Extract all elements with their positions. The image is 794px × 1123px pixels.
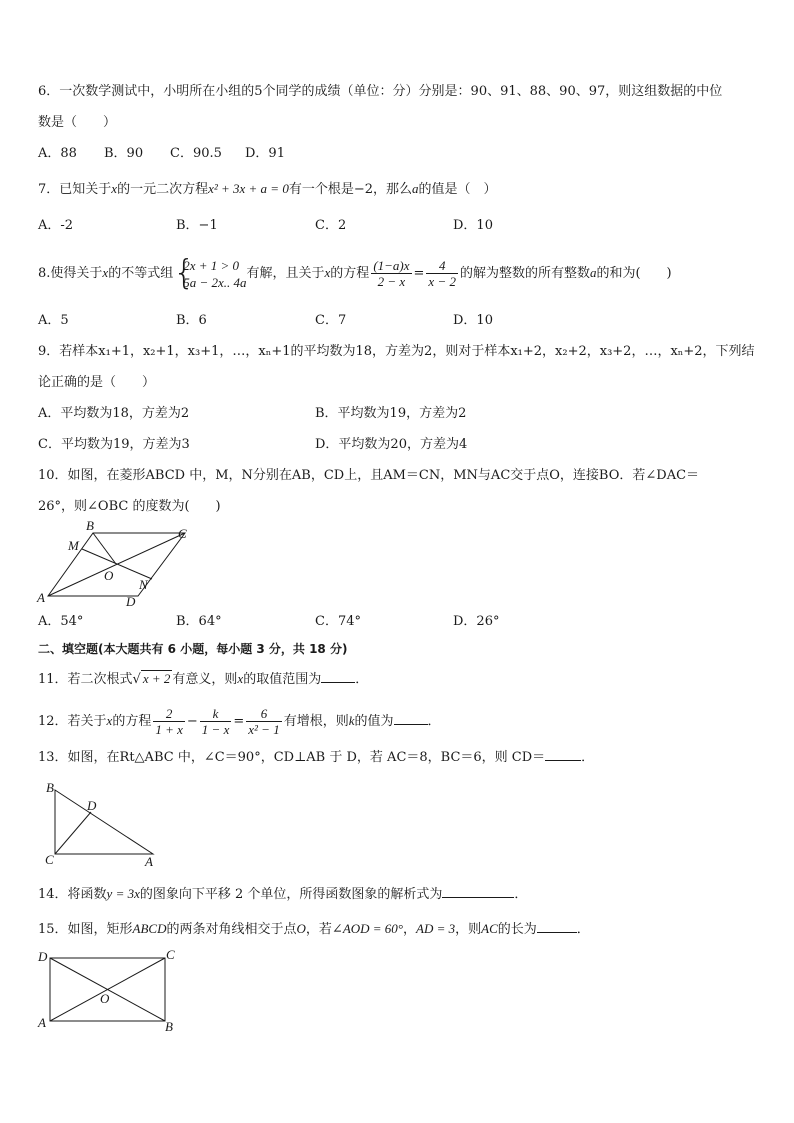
q9-line1: 9．若样本x₁+1，x₂+1，x₃+1，…，xₙ+1的平均数为18，方差为2，则对于样本x₁+2，x₂+2，x₃+2，…，xₙ+2，下列结: [38, 344, 755, 359]
q13-stem: [38, 748, 594, 767]
q10-option-a: A．54°: [38, 614, 84, 629]
q8-option-a: A．5: [38, 313, 69, 328]
q9-option-d: D．平均数为20，方差为4: [315, 437, 468, 452]
q14-suffix: 的图象向下平移 2 个单位，所得函数图象的解析式为: [139, 887, 443, 902]
q15-angle: ∠AOD = 60°: [331, 921, 404, 936]
sqrt-icon: √: [132, 672, 141, 687]
q11-mid: 有意义，则: [172, 672, 238, 687]
q7-option-a: A．-2: [38, 218, 74, 233]
q11-end: ．: [355, 672, 369, 687]
q15-mid3: ，: [403, 922, 417, 937]
q10-line2: 26°，则∠OBC 的度数为( ): [38, 499, 221, 514]
brace-icon: {: [173, 252, 195, 293]
q15-prefix: 15．如图，矩形: [38, 922, 133, 937]
label-a: A: [38, 1015, 46, 1030]
triangle-abc: [55, 790, 153, 854]
q6-line2: 数是（ ）: [38, 115, 117, 130]
q12-mid: 的方程: [112, 714, 152, 729]
q8-mid: 的不等式组: [108, 266, 174, 281]
q12-f3-num: 6: [246, 706, 281, 722]
q12-fraction-1: [153, 706, 185, 737]
q12-minus: −: [186, 714, 198, 729]
q9-option-a: A．平均数为18，方差为2: [38, 406, 190, 421]
q6-option-a: A．88: [38, 146, 77, 161]
q15-point: O: [296, 921, 306, 936]
segment-bo: [93, 533, 116, 564]
q8-var-x2: x: [324, 265, 331, 280]
q7-equation: x² + 3x + a = 0: [208, 181, 289, 196]
q8-stem: [38, 252, 672, 293]
q12-f2-num: k: [200, 706, 232, 722]
q7-var-x: x: [111, 181, 118, 196]
q13-answer-blank[interactable]: [545, 748, 581, 761]
q11-var-x: x: [237, 671, 244, 686]
q12-f3-den: x² − 1: [248, 722, 280, 737]
q8-option-d: D．10: [453, 313, 493, 328]
label-d: D: [126, 594, 136, 609]
q12-f2-den: 1 − x: [201, 722, 230, 737]
q9-option-b: B．平均数为19，方差为2: [315, 406, 467, 421]
q12-eq: =: [233, 714, 245, 729]
q11-prefix: 11．若二次根式: [38, 672, 133, 687]
q8-prefix: 8.使得关于: [38, 266, 103, 281]
q13-end: ．: [581, 750, 595, 765]
q12-stem: [38, 704, 441, 739]
section-2-title: 二、填空题(本大题共有 6 小题，每小题 3 分，共 18 分): [38, 642, 348, 656]
q8-suffix2: 的和为( ): [596, 266, 672, 281]
label-b: B: [46, 780, 54, 795]
q13-text: 13．如图，在Rt△ABC 中，∠C＝90°，CD⊥AB 于 D，若 AC＝8，BC＝6，则 CD＝: [38, 750, 546, 765]
q15-answer-blank[interactable]: [537, 920, 577, 933]
q12-fraction-2: [200, 706, 232, 737]
label-d: D: [38, 949, 48, 964]
q8-var-a: a: [589, 265, 597, 280]
q7-suffix1: 有一个根是−2，那么: [288, 182, 413, 197]
q7-suffix2: 的值是（ ）: [418, 182, 497, 197]
q15-end: ．: [576, 922, 590, 937]
q9-option-c: C．平均数为19，方差为3: [38, 437, 190, 452]
q15-rect: ABCD: [132, 921, 167, 936]
q8-ineq1: 2x + 1 > 0: [183, 257, 240, 273]
q12-suffix2: 的值为: [354, 714, 394, 729]
q7-option-c: C．2: [315, 218, 347, 233]
q6-line1: 6．一次数学测试中，小明所在小组的5个同学的成绩（单位：分）分别是：90、91、88、90、97，则这组数据的中位: [38, 84, 723, 99]
q12-prefix: 12．若关于: [38, 714, 107, 729]
label-a: A: [145, 854, 153, 868]
q8-mid3: 的方程: [330, 266, 370, 281]
q14-answer-blank[interactable]: [442, 885, 514, 898]
q9-line2: 论正确的是（ ）: [38, 375, 156, 390]
label-c: C: [178, 526, 187, 541]
q8-suffix: 的解为整数的所有整数: [459, 266, 590, 281]
q6-option-c: C．90.5: [170, 146, 222, 161]
q14-stem: [38, 885, 527, 904]
q15-suffix: 的长为: [497, 922, 537, 937]
q8-option-c: C．7: [315, 313, 347, 328]
q7-mid: 的一元二次方程: [117, 182, 209, 197]
q10-option-c: C．74°: [315, 614, 361, 629]
label-c: C: [45, 852, 54, 867]
q6-option-d: D．91: [245, 146, 285, 161]
q12-var-x: x: [106, 713, 113, 728]
q14-function: y = 3x: [106, 886, 140, 901]
q8-inequality-system: [173, 252, 247, 293]
altitude-cd: [55, 812, 91, 854]
q7-prefix: 7．已知关于: [38, 182, 112, 197]
q8-frac2-den: x − 2: [428, 274, 456, 289]
q8-frac1-num: (1−a)x: [373, 258, 410, 273]
q12-var-k: k: [348, 713, 355, 728]
q10-option-b: B．64°: [176, 614, 222, 629]
q14-prefix: 14．将函数: [38, 887, 107, 902]
q8-frac2-num: 4: [426, 258, 458, 274]
q8-frac1-den: 2 − x: [377, 274, 406, 289]
q15-mid4: ，则: [455, 922, 482, 937]
q7-var-a: a: [412, 181, 419, 196]
label-d: D: [87, 798, 97, 813]
q10-rhombus-figure: [30, 518, 210, 610]
q7-option-d: D．10: [453, 218, 493, 233]
q12-suffix: 有增根，则: [283, 714, 349, 729]
q7-option-b: B．−1: [176, 218, 218, 233]
q7-stem: [38, 180, 497, 199]
q6-option-b: B．90: [104, 146, 144, 161]
q8-mid2: 有解，且关于: [246, 266, 325, 281]
label-o: O: [100, 991, 110, 1006]
q15-stem: [38, 920, 590, 939]
q14-end: ．: [514, 887, 528, 902]
q15-mid: 的两条对角线相交于点: [166, 922, 297, 937]
q8-var-x: x: [102, 265, 109, 280]
q13-triangle-figure: [40, 778, 160, 868]
q12-end: ．: [427, 714, 441, 729]
q15-mid2: ，若: [305, 922, 332, 937]
label-a: A: [37, 590, 45, 605]
q12-fraction-3: [246, 706, 281, 737]
label-m: M: [68, 538, 79, 553]
q15-ad: AD = 3: [416, 921, 456, 936]
q8-fraction-2: [426, 258, 458, 289]
label-n: N: [139, 577, 148, 592]
q8-eq: =: [413, 266, 425, 281]
q11-stem: [38, 670, 368, 689]
q11-radicand: x + 2: [142, 671, 171, 686]
q8-ineq2: 5a − 2x.. 4a: [183, 274, 247, 290]
q12-f1-den: 1 + x: [155, 722, 183, 737]
q15-rectangle-figure: [30, 945, 190, 1037]
q8-option-b: B．6: [176, 313, 207, 328]
q15-ac: AC: [481, 921, 498, 936]
q11-suffix: 的取值范围为: [243, 672, 322, 687]
q12-answer-blank[interactable]: [394, 712, 428, 725]
label-c: C: [166, 947, 175, 962]
q12-f1-num: 2: [153, 706, 185, 722]
q11-answer-blank[interactable]: [321, 670, 355, 683]
label-o: O: [104, 568, 114, 583]
q10-option-d: D．26°: [453, 614, 500, 629]
q10-line1: 10．如图，在菱形ABCD 中，M，N分别在AB，CD上，且AM＝CN，MN与AC交于点O，连接BO．若∠DAC＝: [38, 468, 700, 483]
q8-fraction-1: [371, 258, 411, 289]
label-b: B: [86, 518, 94, 533]
label-b: B: [165, 1019, 173, 1034]
